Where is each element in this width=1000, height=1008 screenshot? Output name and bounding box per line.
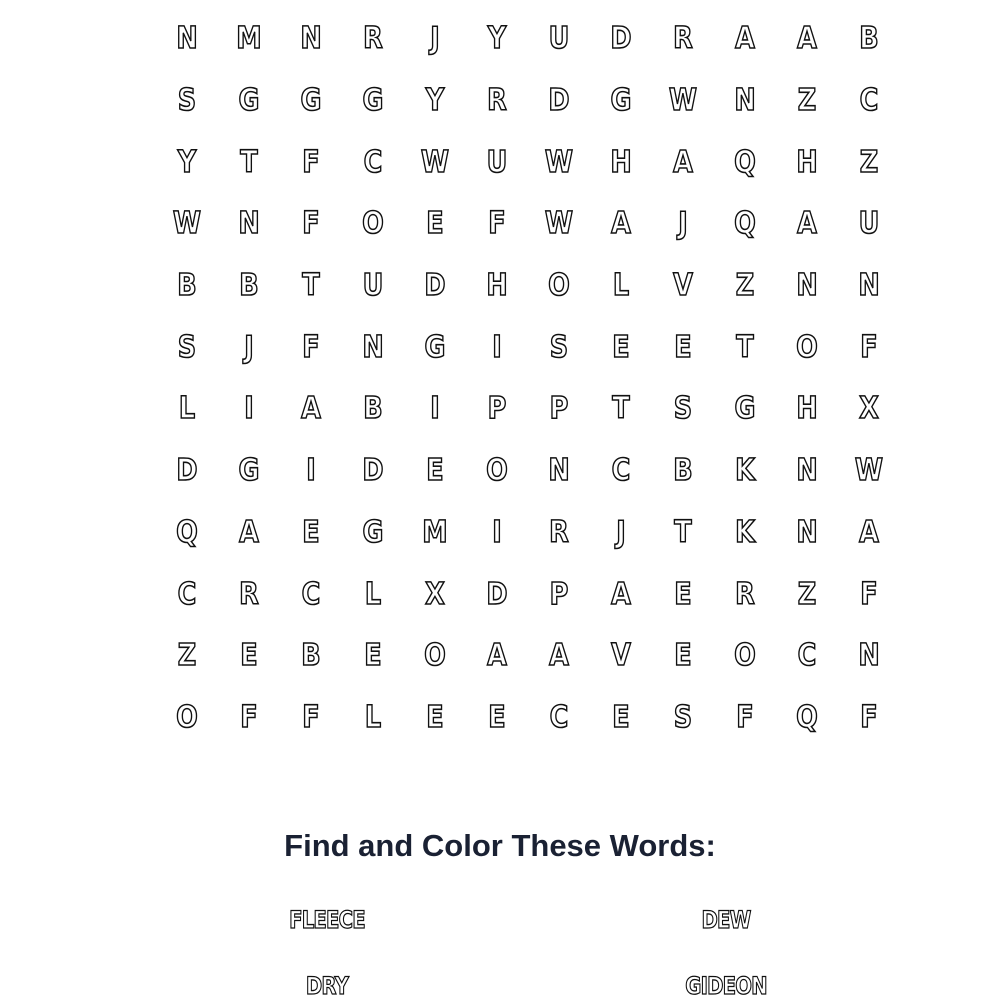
grid-letter[interactable]: A bbox=[797, 206, 817, 242]
grid-letter[interactable]: T bbox=[736, 329, 754, 365]
grid-letter[interactable]: E bbox=[426, 206, 444, 242]
grid-letter[interactable]: S bbox=[673, 699, 693, 735]
word-list-title: Find and Color These Words: bbox=[284, 828, 716, 863]
grid-letter[interactable]: B bbox=[859, 21, 879, 57]
grid-letter[interactable]: O bbox=[486, 453, 508, 489]
grid-letter[interactable]: L bbox=[364, 576, 382, 612]
grid-letter[interactable]: J bbox=[616, 514, 626, 550]
grid-letter[interactable]: U bbox=[548, 21, 570, 57]
grid-letter[interactable]: W bbox=[172, 206, 202, 242]
grid-letter[interactable]: E bbox=[426, 699, 444, 735]
grid-letter[interactable]: O bbox=[424, 638, 446, 674]
grid-letter[interactable]: B bbox=[177, 268, 197, 304]
grid-letter[interactable]: U bbox=[858, 206, 880, 242]
grid-letter[interactable]: C bbox=[611, 453, 631, 489]
grid-letter[interactable]: Z bbox=[177, 638, 197, 674]
grid-letter[interactable]: D bbox=[176, 453, 198, 489]
grid-letter[interactable]: E bbox=[364, 638, 382, 674]
grid-letter[interactable]: E bbox=[240, 638, 258, 674]
grid-letter[interactable]: F bbox=[860, 699, 878, 735]
grid-letter[interactable]: H bbox=[796, 144, 818, 180]
grid-letter[interactable]: S bbox=[177, 83, 197, 119]
grid-letter[interactable]: P bbox=[549, 391, 569, 427]
grid-letter[interactable]: W bbox=[668, 83, 698, 119]
grid-letter[interactable]: B bbox=[239, 268, 259, 304]
grid-letter[interactable]: N bbox=[734, 83, 756, 119]
grid-letter[interactable]: W bbox=[544, 206, 574, 242]
grid-letter[interactable]: Q bbox=[796, 699, 818, 735]
grid-letter[interactable]: Y bbox=[487, 21, 507, 57]
grid-letter[interactable]: G bbox=[362, 514, 384, 550]
grid-letter[interactable]: J bbox=[678, 206, 688, 242]
grid-letter[interactable]: H bbox=[610, 144, 632, 180]
grid-letter[interactable]: D bbox=[362, 453, 384, 489]
grid-letter[interactable]: L bbox=[612, 268, 630, 304]
grid-letter[interactable]: F bbox=[860, 329, 878, 365]
grid-letter[interactable]: R bbox=[549, 514, 569, 550]
grid-letter[interactable]: W bbox=[544, 144, 574, 180]
grid-letter[interactable]: E bbox=[674, 638, 692, 674]
grid-letter[interactable]: L bbox=[178, 391, 196, 427]
grid-letter[interactable]: Q bbox=[176, 514, 198, 550]
grid-letter[interactable]: I bbox=[306, 453, 316, 489]
grid-letter[interactable]: Q bbox=[734, 206, 756, 242]
grid-letter[interactable]: B bbox=[301, 638, 321, 674]
grid-letter[interactable]: G bbox=[238, 83, 260, 119]
grid-letter[interactable]: F bbox=[302, 699, 320, 735]
grid-letter[interactable]: C bbox=[301, 576, 321, 612]
grid-letter[interactable]: M bbox=[236, 21, 262, 57]
grid-letter[interactable]: S bbox=[177, 329, 197, 365]
grid-letter[interactable]: T bbox=[612, 391, 630, 427]
grid-letter[interactable]: C bbox=[859, 83, 879, 119]
grid-letter[interactable]: A bbox=[487, 638, 507, 674]
grid-letter[interactable]: Y bbox=[425, 83, 445, 119]
grid-letter[interactable]: P bbox=[487, 391, 507, 427]
grid-letter[interactable]: G bbox=[300, 83, 322, 119]
grid-letter[interactable]: T bbox=[674, 514, 692, 550]
grid-letter[interactable]: G bbox=[610, 83, 632, 119]
grid-letter[interactable]: O bbox=[796, 329, 818, 365]
grid-letter[interactable]: E bbox=[612, 329, 630, 365]
grid-letter[interactable]: I bbox=[492, 514, 502, 550]
grid-letter[interactable]: R bbox=[363, 21, 383, 57]
grid-letter[interactable]: F bbox=[488, 206, 506, 242]
grid-letter[interactable]: F bbox=[302, 329, 320, 365]
grid-letter[interactable]: A bbox=[239, 514, 259, 550]
grid-letter[interactable]: A bbox=[859, 514, 879, 550]
grid-letter[interactable]: E bbox=[488, 699, 506, 735]
grid-letter[interactable]: K bbox=[735, 514, 755, 550]
grid-letter[interactable]: E bbox=[612, 699, 630, 735]
grid-letter[interactable]: L bbox=[364, 699, 382, 735]
grid-letter[interactable]: Z bbox=[859, 144, 879, 180]
grid-letter[interactable]: H bbox=[486, 268, 508, 304]
grid-letter[interactable]: I bbox=[244, 391, 254, 427]
word-item[interactable]: GIDEON bbox=[685, 972, 767, 1000]
grid-letter[interactable]: N bbox=[548, 453, 570, 489]
word-item[interactable]: FLEECE bbox=[289, 906, 365, 934]
grid-letter[interactable]: M bbox=[422, 514, 448, 550]
grid-letter[interactable]: G bbox=[734, 391, 756, 427]
grid-letter[interactable]: C bbox=[363, 144, 383, 180]
grid-letter[interactable]: J bbox=[430, 21, 440, 57]
grid-letter[interactable]: N bbox=[300, 21, 322, 57]
grid-letter[interactable]: N bbox=[858, 638, 880, 674]
grid-letter[interactable]: F bbox=[860, 576, 878, 612]
grid-letter[interactable]: C bbox=[177, 576, 197, 612]
grid-letter[interactable]: N bbox=[796, 514, 818, 550]
grid-letter[interactable]: R bbox=[735, 576, 755, 612]
grid-letter[interactable]: Z bbox=[735, 268, 755, 304]
grid-letter[interactable]: B bbox=[363, 391, 383, 427]
grid-letter[interactable]: N bbox=[796, 453, 818, 489]
grid-letter[interactable]: D bbox=[548, 83, 570, 119]
grid-letter[interactable]: V bbox=[611, 638, 631, 674]
grid-letter[interactable]: D bbox=[424, 268, 446, 304]
grid-letter[interactable]: F bbox=[302, 144, 320, 180]
word-item[interactable]: DEW bbox=[701, 906, 751, 934]
grid-letter[interactable]: F bbox=[302, 206, 320, 242]
grid-letter[interactable]: C bbox=[549, 699, 569, 735]
grid-letter[interactable]: N bbox=[362, 329, 384, 365]
grid-letter[interactable]: C bbox=[797, 638, 817, 674]
grid-letter[interactable]: D bbox=[486, 576, 508, 612]
grid-letter[interactable]: P bbox=[549, 576, 569, 612]
grid-letter[interactable]: D bbox=[610, 21, 632, 57]
grid-letter[interactable]: A bbox=[611, 576, 631, 612]
grid-letter[interactable]: N bbox=[176, 21, 198, 57]
grid-letter[interactable]: U bbox=[486, 144, 508, 180]
grid-letter[interactable]: V bbox=[673, 268, 693, 304]
grid-letter[interactable]: H bbox=[796, 391, 818, 427]
grid-letter[interactable]: W bbox=[420, 144, 450, 180]
grid-letter[interactable]: I bbox=[430, 391, 440, 427]
grid-letter[interactable]: G bbox=[362, 83, 384, 119]
grid-letter[interactable]: O bbox=[548, 268, 570, 304]
grid-letter[interactable]: U bbox=[362, 268, 384, 304]
grid-letter[interactable]: E bbox=[302, 514, 320, 550]
grid-letter[interactable]: T bbox=[302, 268, 320, 304]
grid-letter[interactable]: O bbox=[362, 206, 384, 242]
grid-letter[interactable]: F bbox=[736, 699, 754, 735]
grid-letter[interactable]: Y bbox=[177, 144, 197, 180]
grid-letter[interactable]: A bbox=[735, 21, 755, 57]
grid-letter[interactable]: X bbox=[859, 391, 879, 427]
grid-letter[interactable]: O bbox=[176, 699, 198, 735]
grid-letter[interactable]: I bbox=[492, 329, 502, 365]
grid-letter[interactable]: S bbox=[673, 391, 693, 427]
grid-letter[interactable]: N bbox=[796, 268, 818, 304]
grid-letter[interactable]: S bbox=[549, 329, 569, 365]
grid-letter[interactable]: E bbox=[674, 576, 692, 612]
word-item[interactable]: DRY bbox=[305, 972, 349, 1000]
grid-letter[interactable]: A bbox=[673, 144, 693, 180]
grid-letter[interactable]: O bbox=[734, 638, 756, 674]
grid-letter[interactable]: J bbox=[244, 329, 254, 365]
grid-letter[interactable]: A bbox=[301, 391, 321, 427]
grid-letter[interactable]: N bbox=[858, 268, 880, 304]
grid-letter[interactable]: Z bbox=[797, 576, 817, 612]
grid-letter[interactable]: R bbox=[487, 83, 507, 119]
grid-letter[interactable]: F bbox=[240, 699, 258, 735]
grid-letter[interactable]: K bbox=[735, 453, 755, 489]
grid-letter[interactable]: T bbox=[240, 144, 258, 180]
grid-letter[interactable]: G bbox=[424, 329, 446, 365]
grid-letter[interactable]: X bbox=[425, 576, 445, 612]
grid-letter[interactable]: N bbox=[238, 206, 260, 242]
grid-letter[interactable]: E bbox=[674, 329, 692, 365]
grid-letter[interactable]: W bbox=[854, 453, 884, 489]
grid-letter[interactable]: R bbox=[673, 21, 693, 57]
grid-letter[interactable]: E bbox=[426, 453, 444, 489]
grid-letter[interactable]: G bbox=[238, 453, 260, 489]
grid-letter[interactable]: A bbox=[797, 21, 817, 57]
grid-letter[interactable]: A bbox=[549, 638, 569, 674]
grid-letter[interactable]: R bbox=[239, 576, 259, 612]
grid-letter[interactable]: B bbox=[673, 453, 693, 489]
grid-letter[interactable]: Q bbox=[734, 144, 756, 180]
letter-grid bbox=[156, 8, 900, 748]
grid-letter[interactable]: A bbox=[611, 206, 631, 242]
grid-letter[interactable]: Z bbox=[797, 83, 817, 119]
word-list bbox=[0, 896, 1000, 1000]
